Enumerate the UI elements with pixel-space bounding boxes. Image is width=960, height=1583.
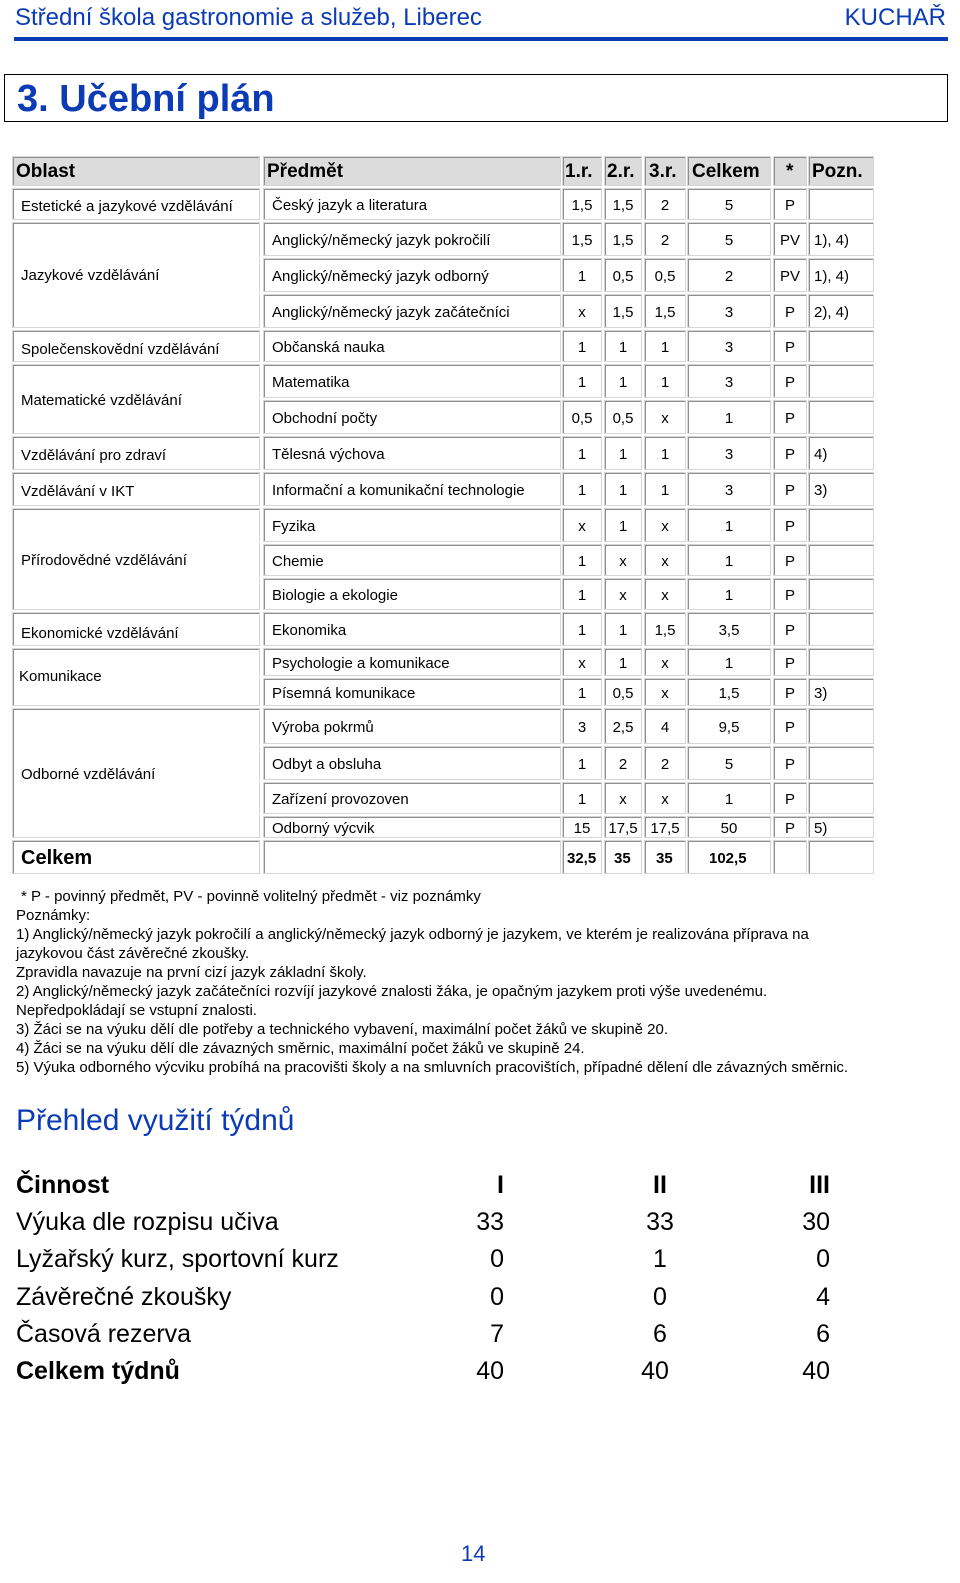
- cell-r3: 17,5: [650, 820, 680, 837]
- value-cell: [808, 188, 874, 220]
- area-cell: Estetické a jazykové vzdělávání: [12, 188, 260, 220]
- cell-type: P: [784, 655, 795, 672]
- value-cell: [808, 708, 874, 744]
- notes-legend: * P - povinný předmět, PV - povinně volitelný předmět - viz poznámky: [21, 888, 481, 905]
- cell-r1: 1: [577, 756, 587, 773]
- cell-subject: Biologie a ekologie: [272, 587, 398, 604]
- area-cell: Komunikace: [12, 648, 260, 706]
- area-cell: Společenskovědní vzdělávání: [12, 330, 260, 362]
- cell-r3: x: [661, 791, 669, 808]
- cell-r2: 1: [618, 518, 628, 535]
- weeks-total-activity: Celkem týdnů: [16, 1357, 180, 1385]
- weeks-header-y2: II: [653, 1171, 667, 1199]
- cell-r1: 1: [577, 446, 587, 463]
- area-cell: Matematické vzdělávání: [12, 364, 260, 434]
- cell-r2: x: [619, 791, 627, 808]
- note-line: 1) Anglický/německý jazyk pokročilí a anglický/německý jazyk odborný je jazykem, ve kterém je realizována příprava na: [16, 926, 809, 943]
- value-cell: [808, 578, 874, 610]
- cell-r3: 2: [660, 232, 670, 249]
- cell-r2: 1,5: [612, 197, 634, 214]
- weeks-cell-y1: 0: [490, 1245, 504, 1273]
- cell-total: 3: [724, 339, 734, 356]
- total-r1-cell: 32,5: [562, 840, 602, 874]
- value-cell: [808, 544, 874, 576]
- cell-r1: 1: [577, 587, 587, 604]
- weeks-cell-y2: 1: [653, 1245, 667, 1273]
- cell-r3: 1: [660, 482, 670, 499]
- weeks-cell-y2: 0: [653, 1283, 667, 1311]
- cell-r1: 1: [577, 482, 587, 499]
- cell-total: 3,5: [718, 622, 740, 639]
- cell-total: 3: [724, 482, 734, 499]
- cell-total: 5: [724, 197, 734, 214]
- cell-r2: 1: [618, 374, 628, 391]
- cell-r1: 1: [577, 339, 587, 356]
- cell-r3: 1: [660, 374, 670, 391]
- value-cell: [808, 400, 874, 434]
- cell-subject: Tělesná výchova: [272, 446, 385, 463]
- cell-note: 3): [814, 482, 828, 499]
- total-r3-cell: 35: [644, 840, 686, 874]
- cell-type: PV: [779, 268, 800, 285]
- note-line: jazykovou část závěrečné zkoušky.: [16, 945, 250, 962]
- cell-r1: 1: [577, 622, 587, 639]
- cell-r1: 1: [577, 268, 587, 285]
- cell-note: 5): [814, 820, 828, 837]
- cell-r3: 4: [660, 719, 670, 736]
- cell-r1: x: [578, 655, 586, 672]
- cell-subject: Ekonomika: [272, 622, 347, 639]
- cell-r3: x: [661, 655, 669, 672]
- weeks-header-activity: Činnost: [16, 1171, 110, 1199]
- cell-total: 3: [724, 446, 734, 463]
- value-cell: [808, 782, 874, 814]
- cell-subject: Anglický/německý jazyk pokročilí: [272, 232, 491, 249]
- area-cell: Vzdělávání pro zdraví: [12, 436, 260, 470]
- note-line: 3) Žáci se na výuku dělí dle potřeby a technického vybavení, maximální počet žáků ve skupině 20.: [16, 1021, 669, 1038]
- cell-subject: Odbyt a obsluha: [272, 756, 382, 773]
- notes-block: [16, 887, 916, 1077]
- weeks-cell-y3: 4: [816, 1283, 830, 1311]
- total-star-cell: [773, 840, 807, 874]
- weeks-cell-y2: 33: [646, 1208, 674, 1236]
- cell-subject: Fyzika: [272, 518, 316, 535]
- value-cell: [808, 612, 874, 646]
- cell-r3: 1,5: [654, 622, 676, 639]
- cell-subject: Občanská nauka: [272, 339, 385, 356]
- th-pozn: Pozn.: [808, 156, 874, 186]
- cell-total: 3: [724, 374, 734, 391]
- cell-r2: x: [619, 553, 627, 570]
- cell-total: 5: [724, 756, 734, 773]
- cell-r3: 1,5: [654, 304, 676, 321]
- cell-r2: 1: [618, 622, 628, 639]
- weeks-cell-y1: 7: [490, 1320, 504, 1348]
- cell-subject: Zařízení provozoven: [272, 791, 409, 808]
- th-celkem: Celkem: [687, 156, 771, 186]
- cell-r2: 1: [618, 482, 628, 499]
- cell-r1: 3: [577, 719, 587, 736]
- page-title: 3. Učební plán: [17, 78, 275, 120]
- total-note-cell: [808, 840, 874, 874]
- value-cell: [808, 508, 874, 542]
- cell-r2: 17,5: [608, 820, 638, 837]
- cell-total: 9,5: [718, 719, 740, 736]
- area-cell: Přírodovědné vzdělávání: [12, 508, 260, 610]
- note-line: 4) Žáci se na výuku dělí dle závazných směrnic, maximální počet žáků ve skupině 24.: [16, 1040, 585, 1057]
- cell-type: P: [784, 518, 795, 535]
- th-r3: 3.r.: [644, 156, 686, 186]
- cell-r3: x: [661, 587, 669, 604]
- cell-r1: 1: [577, 791, 587, 808]
- cell-r1: 1,5: [571, 232, 593, 249]
- weeks-header-y3: III: [809, 1171, 830, 1199]
- program-name: KUCHAŘ: [844, 4, 946, 31]
- cell-r3: 2: [660, 756, 670, 773]
- cell-note: 4): [814, 446, 828, 463]
- cell-type: P: [784, 756, 795, 773]
- cell-type: P: [784, 410, 795, 427]
- cell-r1: 15: [573, 820, 591, 837]
- cell-subject: Psychologie a komunikace: [272, 655, 450, 672]
- weeks-cell-activity: Časová rezerva: [16, 1320, 192, 1348]
- cell-type: P: [784, 820, 795, 837]
- cell-total: 1: [724, 518, 734, 535]
- total-r2-cell: 35: [604, 840, 642, 874]
- header-rule: [14, 37, 948, 41]
- cell-r1: 1: [577, 374, 587, 391]
- cell-type: P: [784, 587, 795, 604]
- cell-subject: Anglický/německý jazyk odborný: [272, 268, 489, 285]
- area-cell: Ekonomické vzdělávání: [12, 612, 260, 646]
- cell-type: P: [784, 482, 795, 499]
- cell-r2: 1: [618, 655, 628, 672]
- weeks-cell-activity: Závěrečné zkoušky: [16, 1283, 232, 1311]
- value-cell: [808, 648, 874, 676]
- cell-r2: 1,5: [612, 232, 634, 249]
- cell-total: 1,5: [718, 685, 740, 702]
- cell-type: P: [784, 339, 795, 356]
- cell-total: 3: [724, 304, 734, 321]
- weeks-cell-activity: Výuka dle rozpisu učiva: [16, 1208, 279, 1236]
- school-name: Střední škola gastronomie a služeb, Liberec: [15, 4, 482, 31]
- weeks-total-y2: 40: [641, 1357, 669, 1385]
- weeks-cell-y1: 0: [490, 1283, 504, 1311]
- page-number: 14: [461, 1541, 486, 1566]
- cell-subject: Výroba pokrmů: [272, 719, 374, 736]
- cell-r2: 2: [618, 756, 628, 773]
- cell-total: 1: [724, 410, 734, 427]
- cell-total: 1: [724, 791, 734, 808]
- cell-r1: x: [578, 304, 586, 321]
- cell-subject: Odborný výcvik: [272, 820, 375, 837]
- cell-note: 2), 4): [814, 304, 850, 321]
- title-box: [4, 74, 948, 122]
- notes-heading: Poznámky:: [16, 907, 91, 924]
- cell-r1: 1,5: [571, 197, 593, 214]
- th-r2: 2.r.: [604, 156, 642, 186]
- cell-note: 3): [814, 685, 828, 702]
- cell-r3: 1: [660, 446, 670, 463]
- weeks-cell-activity: Lyžařský kurz, sportovní kurz: [16, 1245, 339, 1273]
- weeks-cell-y3: 30: [802, 1208, 830, 1236]
- cell-type: P: [784, 622, 795, 639]
- cell-r2: 1,5: [612, 304, 634, 321]
- cell-subject: Matematika: [272, 374, 350, 391]
- cell-subject: Písemná komunikace: [272, 685, 416, 702]
- th-oblast: Oblast: [12, 156, 260, 186]
- cell-r3: 0,5: [654, 268, 676, 285]
- cell-r3: 1: [660, 339, 670, 356]
- cell-type: P: [784, 719, 795, 736]
- th-r1: 1.r.: [562, 156, 602, 186]
- cell-r3: 2: [660, 197, 670, 214]
- cell-subject: Anglický/německý jazyk začátečníci: [272, 304, 510, 321]
- cell-subject: Obchodní počty: [272, 410, 378, 427]
- cell-total: 5: [724, 232, 734, 249]
- cell-note: 1), 4): [814, 232, 850, 249]
- weeks-cell-y3: 0: [816, 1245, 830, 1273]
- cell-type: P: [784, 553, 795, 570]
- note-line: Zpravidla navazuje na první cizí jazyk základní školy.: [16, 964, 367, 981]
- cell-total: 1: [724, 553, 734, 570]
- cell-type: P: [784, 197, 795, 214]
- cell-type: PV: [779, 232, 800, 249]
- cell-subject: Český jazyk a literatura: [272, 197, 428, 214]
- weeks-header-y1: I: [497, 1171, 504, 1199]
- cell-type: P: [784, 685, 795, 702]
- note-line: 2) Anglický/německý jazyk začátečníci rozvíjí jazykové znalosti žáka, je opačným jazykem proti výše uvedenému.: [16, 983, 768, 1000]
- cell-subject: Chemie: [272, 553, 324, 570]
- cell-total: 2: [724, 268, 734, 285]
- cell-r1: 0,5: [571, 410, 593, 427]
- cell-r2: 0,5: [612, 410, 634, 427]
- value-cell: [808, 330, 874, 362]
- cell-total: 50: [720, 820, 738, 837]
- cell-subject: Informační a komunikační technologie: [272, 482, 525, 499]
- weeks-cell-y3: 6: [816, 1320, 830, 1348]
- area-cell: Jazykové vzdělávání: [12, 222, 260, 328]
- note-line: 5) Výuka odborného výcviku probíhá na pracovišti školy a na smluvních pracovištích, případné dělení dle závazných směrnic.: [16, 1059, 849, 1076]
- cell-r1: 1: [577, 685, 587, 702]
- cell-note: 1), 4): [814, 268, 850, 285]
- note-line: Nepředpokládají se vstupní znalosti.: [16, 1002, 257, 1019]
- cell-r2: 1: [618, 339, 628, 356]
- cell-type: P: [784, 304, 795, 321]
- cell-r3: x: [661, 553, 669, 570]
- cell-type: P: [784, 374, 795, 391]
- area-cell: Vzdělávání v IKT: [12, 472, 260, 506]
- cell-r2: x: [619, 587, 627, 604]
- cell-r3: x: [661, 410, 669, 427]
- value-cell: [808, 746, 874, 780]
- total-empty-cell: [263, 840, 561, 874]
- weeks-total-y1: 40: [476, 1357, 504, 1385]
- cell-r2: 1: [618, 446, 628, 463]
- area-cell: Odborné vzdělávání: [12, 708, 260, 838]
- weeks-cell-y2: 6: [653, 1320, 667, 1348]
- cell-r3: x: [661, 518, 669, 535]
- cell-r2: 2,5: [612, 719, 634, 736]
- cell-type: P: [784, 791, 795, 808]
- total-label-cell: Celkem: [12, 840, 260, 874]
- weeks-total-y3: 40: [802, 1357, 830, 1385]
- cell-total: 1: [724, 655, 734, 672]
- weeks-title: Přehled využití týdnů: [16, 1104, 295, 1137]
- cell-r1: x: [578, 518, 586, 535]
- cell-r1: 1: [577, 553, 587, 570]
- th-star: *: [773, 156, 807, 186]
- weeks-cell-y1: 33: [476, 1208, 504, 1236]
- cell-r2: 0,5: [612, 685, 634, 702]
- th-predmet: Předmět: [263, 156, 561, 186]
- cell-type: P: [784, 446, 795, 463]
- cell-total: 1: [724, 587, 734, 604]
- cell-r2: 0,5: [612, 268, 634, 285]
- cell-r3: x: [661, 685, 669, 702]
- total-sum-cell: 102,5: [687, 840, 771, 874]
- value-cell: [808, 364, 874, 398]
